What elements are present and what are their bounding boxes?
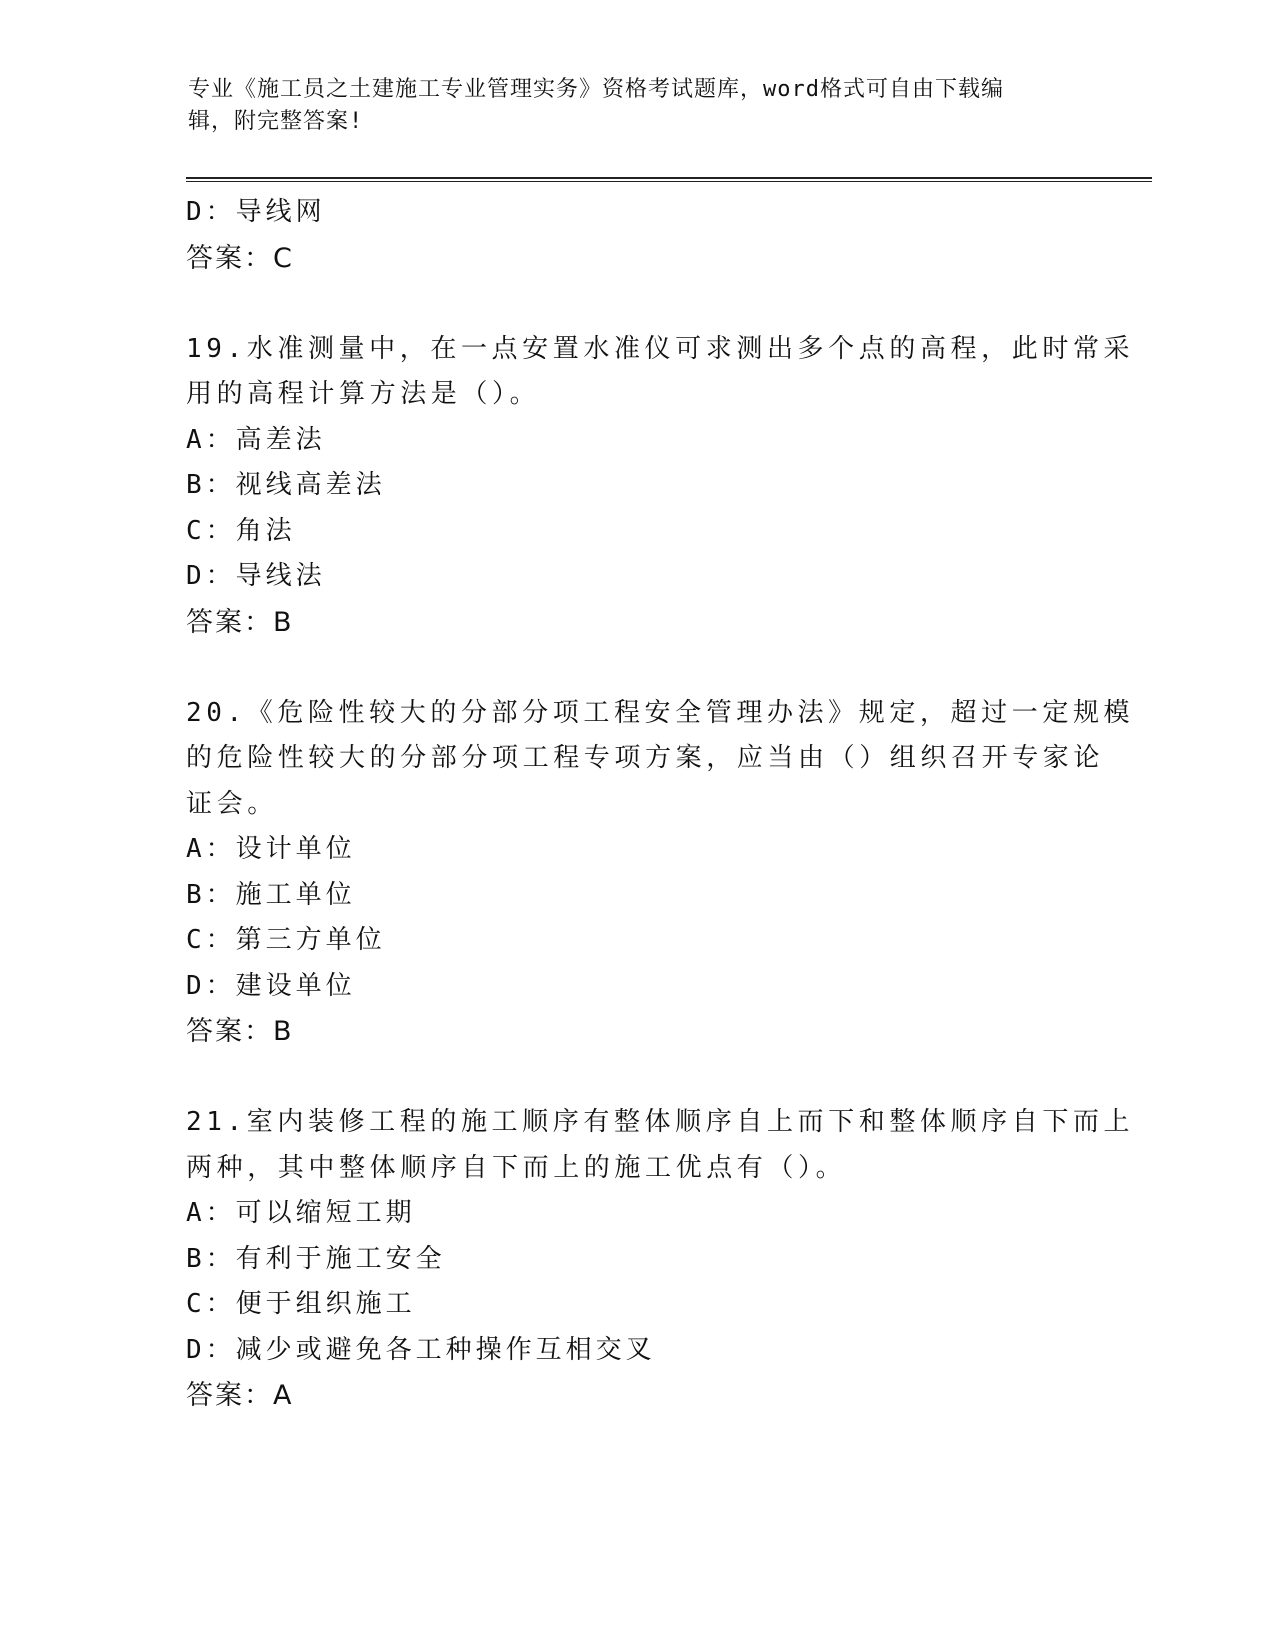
question-20-line-3: 证会。 xyxy=(186,788,278,819)
question-19 xyxy=(186,327,1135,646)
header-line-1: 专业《施工员之土建施工专业管理实务》资格考试题库，word格式可自由下载编 xyxy=(188,77,1004,102)
question-21-option-c: C：便于组织施工 xyxy=(186,1289,416,1319)
question-20-answer: 答案：B xyxy=(186,1016,294,1047)
question-20-line-2: 的危险性较大的分部分项工程专项方案，应当由（）组织召开专家论 xyxy=(186,743,1105,773)
question-20-option-d: D：建设单位 xyxy=(186,970,356,1001)
question-21-option-d: D：减少或避免各工种操作互相交叉 xyxy=(186,1334,656,1365)
question-19-option-b: B：视线高差法 xyxy=(186,470,386,500)
document-header xyxy=(188,74,1068,138)
prev-answer: 答案：C xyxy=(186,242,294,274)
question-19-option-d: D：导线法 xyxy=(186,561,326,591)
spacer xyxy=(186,1055,1086,1101)
question-21 xyxy=(186,1100,1135,1419)
question-19-line-1: 19.水准测量中，在一点安置水准仪可求测出多个点的高程，此时常采 xyxy=(186,333,1135,364)
question-19-option-a: A：高差法 xyxy=(186,424,326,455)
question-19-answer: 答案：B xyxy=(186,606,294,638)
question-21-line-1: 21.室内装修工程的施工顺序有整体顺序自上而下和整体顺序自下而上 xyxy=(186,1107,1135,1137)
header-line-2: 辑，附完整答案! xyxy=(188,109,364,134)
question-21-option-a: A：可以缩短工期 xyxy=(186,1198,416,1228)
question-21-option-b: B：有利于施工安全 xyxy=(186,1243,446,1274)
question-20-option-a: A：设计单位 xyxy=(186,834,356,864)
question-20-option-c: C：第三方单位 xyxy=(186,925,386,955)
question-20 xyxy=(186,691,1135,1055)
prev-option-d: D：导线网 xyxy=(186,197,326,227)
question-20-option-b: B：施工单位 xyxy=(186,879,356,910)
question-20-line-1: 20.《危险性较大的分部分项工程安全管理办法》规定，超过一定规模 xyxy=(186,697,1135,728)
spacer xyxy=(186,645,1086,691)
question-21-line-2: 两种，其中整体顺序自下而上的施工优点有（）。 xyxy=(186,1152,847,1183)
spacer xyxy=(186,281,1086,327)
header-divider xyxy=(186,177,1152,182)
question-19-option-c: C：角法 xyxy=(186,515,296,546)
question-list xyxy=(186,190,1135,1419)
question-19-line-2: 用的高程计算方法是（）。 xyxy=(186,379,541,409)
question-21-answer: 答案：A xyxy=(186,1380,294,1411)
